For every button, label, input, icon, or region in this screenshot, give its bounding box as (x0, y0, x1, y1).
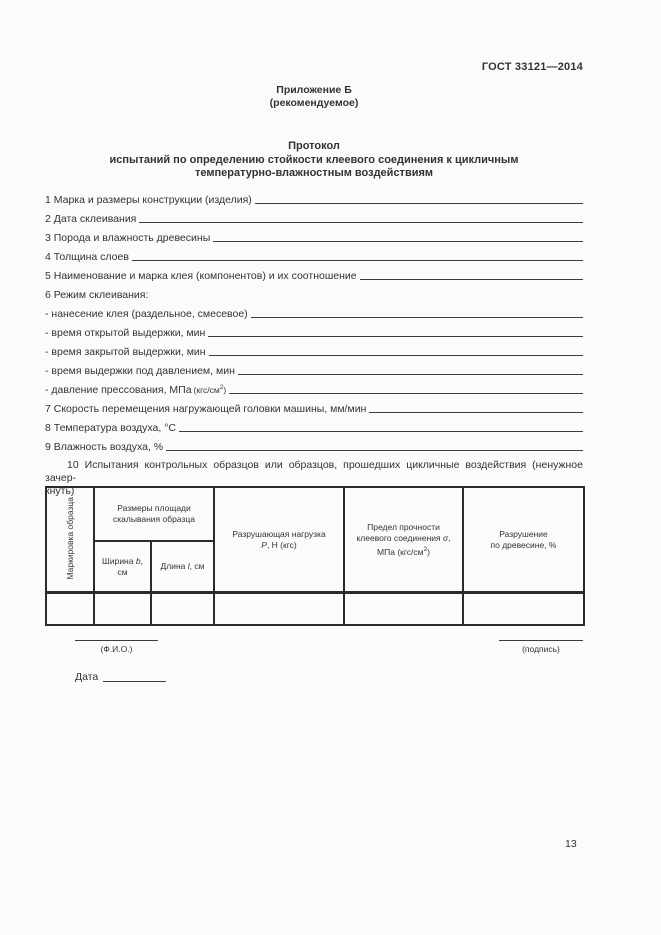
fio-caption: (Ф.И.О.) (100, 644, 133, 654)
field-blank-line (209, 355, 583, 356)
table-empty-row (46, 593, 584, 626)
form-field-4 (45, 244, 583, 263)
form-field-2 (45, 206, 583, 225)
field-blank-line (166, 450, 583, 451)
field-label: - давление прессования, МПа $(кгс/см^2)$ (45, 384, 227, 396)
standard-number: ГОСТ 33121—2014 (481, 61, 583, 73)
empty-cell (214, 593, 344, 626)
field-label: 5 Наименование и марка клея (компонентов) и их соотношение (45, 270, 357, 282)
paragraph-10-line1: 10 Испытания контрольных образцов или образцов, прошедших цикличные воздействия (ненужное зачер- (45, 459, 583, 484)
signature-line (499, 640, 583, 641)
results-table (45, 486, 585, 626)
protocol-title (45, 140, 583, 181)
field-label: - время открытой выдержки, мин (45, 327, 206, 339)
date-label: Дата (75, 671, 99, 683)
field-label: 9 Влажность воздуха, % (45, 441, 164, 453)
fio-signature-line (75, 640, 158, 641)
field-label: 8 Температура воздуха, °С (45, 422, 176, 434)
header-specimen-mark: Маркировка образца (46, 487, 94, 593)
date-blank-line (103, 681, 166, 682)
field-label: 7 Скорость перемещения нагружающей головки машины, мм/мин (45, 403, 367, 415)
field-label: - нанесение клея (раздельное, смесевое) (45, 308, 248, 320)
appendix-heading (45, 84, 583, 110)
form-field-5 (45, 263, 583, 282)
field-label: 3 Порода и влажность древесины (45, 232, 211, 244)
field-blank-line (229, 393, 583, 394)
field-blank-line (360, 279, 583, 280)
header-width: Ширина b, см (94, 541, 151, 593)
field-blank-line (132, 260, 583, 261)
appendix-title: Приложение Б (276, 84, 352, 96)
field-label: - время закрытой выдержки, мин (45, 346, 206, 358)
field-label: 1 Марка и размеры конструкции (изделия) (45, 194, 252, 206)
form-field-3 (45, 225, 583, 244)
field-blank-line (238, 374, 583, 375)
form-field-6-2 (45, 320, 583, 339)
field-blank-line (255, 203, 583, 204)
empty-cell (344, 593, 463, 626)
form-section-6 (45, 282, 583, 301)
header-wood-failure: Разрушение по древесине, % (463, 487, 584, 593)
field-blank-line (208, 336, 583, 337)
form-field-6-5 (45, 377, 583, 396)
field-blank-line (179, 431, 583, 432)
form-field-1 (45, 187, 583, 206)
signature-caption: (подпись) (522, 644, 560, 654)
field-blank-line (213, 241, 583, 242)
header-shear-area-group: Размеры площади скалывания образца (94, 487, 214, 541)
empty-cell (94, 593, 151, 626)
table-header-row-1 (46, 487, 584, 541)
form-field-9 (45, 434, 583, 453)
form-field-7 (45, 396, 583, 415)
page-number: 13 (565, 838, 577, 850)
section-label: 6 Режим склеивания: (45, 289, 149, 301)
protocol-title-line3: температурно-влажностным воздействиям (194, 167, 434, 179)
empty-cell (151, 593, 214, 626)
header-length: Длина l, см (151, 541, 214, 593)
form-field-6-3 (45, 339, 583, 358)
form-field-6-4 (45, 358, 583, 377)
field-blank-line (139, 222, 583, 223)
field-blank-line (369, 412, 583, 413)
date-block (75, 669, 166, 683)
field-label: - время выдержки под давлением, мин (45, 365, 235, 377)
protocol-form (45, 187, 583, 498)
pressure-unit: $(кгс/см^2)$ (193, 384, 227, 395)
field-label: 4 Толщина слоев (45, 251, 129, 263)
field-blank-line (251, 317, 583, 318)
field-label: 2 Дата склеивания (45, 213, 137, 225)
header-breaking-load: Разрушающая нагрузка P, Н (кгс) (214, 487, 344, 593)
paragraph-10-line2: кнуть) (45, 485, 75, 497)
form-field-6-1 (45, 301, 583, 320)
header-bond-strength: Предел прочности клеевого соединения σ, МПа $(кгс/см^2)$ (344, 487, 463, 593)
empty-cell (463, 593, 584, 626)
protocol-title-line2: испытаний по определению стойкости клеевого соединения к цикличным (109, 153, 519, 166)
protocol-title-line1: Протокол (288, 140, 340, 152)
appendix-note: (рекомендуемое) (269, 97, 359, 109)
form-field-8 (45, 415, 583, 434)
empty-cell (46, 593, 94, 626)
